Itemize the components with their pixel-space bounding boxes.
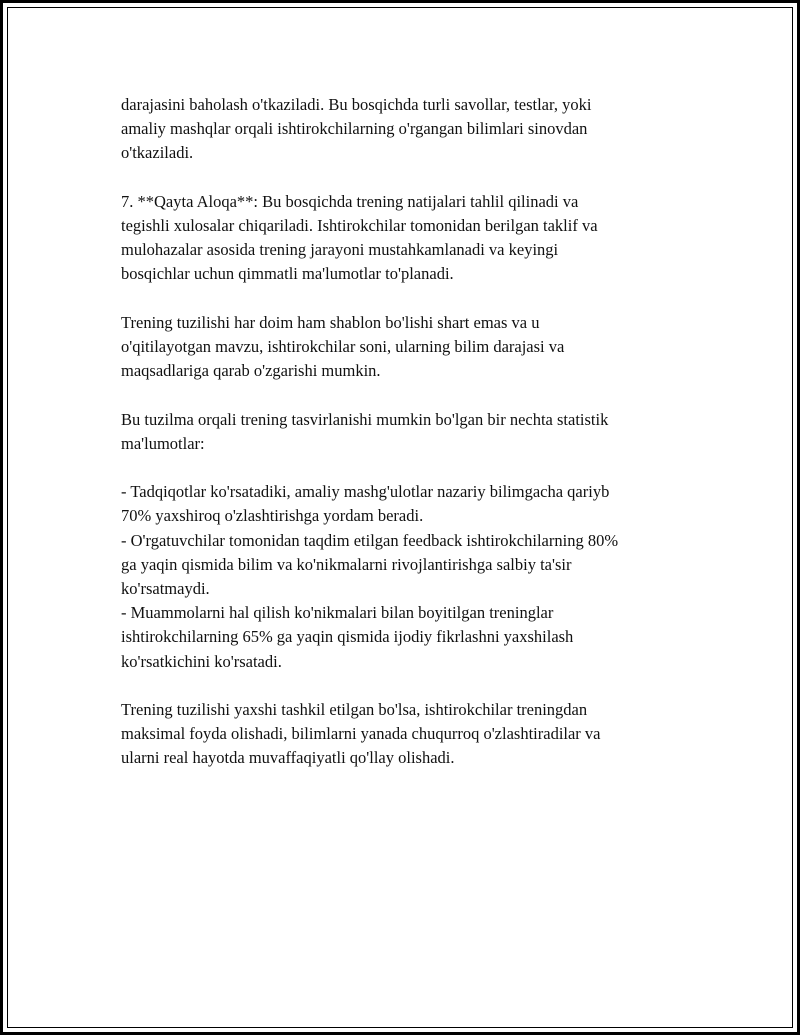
paragraph-statistics-intro: Bu tuzilma orqali trening tasvirlanishi mumkin bo'lgan bir nechta statistik ma'lumotlar: [121, 409, 609, 453]
list-item: - Muammolarni hal qilish ko'nikmalari bilan boyitilgan treninglar ishtirokchilarning 65% ga yaqin qismida ijodiy fikrlashni yaxshilash ko'rsatkichini ko'rsatadi. [121, 603, 574, 671]
list-item: - O'rgatuvchilar tomonidan taqdim etilgan feedback ishtirokchilarning 80% ga yaqin qismida bilim va ko'nikmalarni rivojlantirishga salbiy ta'sir ko'rsatmaydi. [121, 530, 619, 598]
paragraph-structure-note: Trening tuzilishi har doim ham shablon bo'lishi shart emas va u o'qitilayotgan mavzu, ishtirokchilar soni, ularning bilim darajasi va maqsadlariga qarab o'zgarishi mumkin. [121, 312, 565, 381]
paragraph-closing: Trening tuzilishi yaxshi tashkil etilgan bo'lsa, ishtirokchilar treningdan maksimal foyda olishadi, bilimlarni yanada chuqurroq o'zlashtiradilar va ularni real hayotda muvaffaqiyatli qo'llay olishadi. [121, 700, 601, 768]
list-item: - Tadqiqotlar ko'rsatadiki, amaliy mashg'ulotlar nazariy bilimgacha qariyb 70% yaxshiroq o'zlashtirishga yordam beradi. [121, 482, 610, 526]
paragraph-assessment: darajasini baholash o'tkaziladi. Bu bosqichda turli savollar, testlar, yoki amaliy mashqlar orqali ishtirokchilarning o'rgangan bilimlari sinovdan o'tkaziladi. [121, 95, 592, 163]
paragraph-feedback-step: 7. **Qayta Aloqa**: Bu bosqichda trening natijalari tahlil qilinadi va tegishli xulosalar chiqariladi. Ishtirokchilar tomonidan berilgan taklif va mulohazalar asosida trening jarayoni mustahkamlanadi va keyingi bosqichlar uchun qimmatli ma'lumotlar to'planadi. [121, 191, 598, 284]
document-body [121, 93, 687, 795]
statistics-list [121, 480, 687, 674]
